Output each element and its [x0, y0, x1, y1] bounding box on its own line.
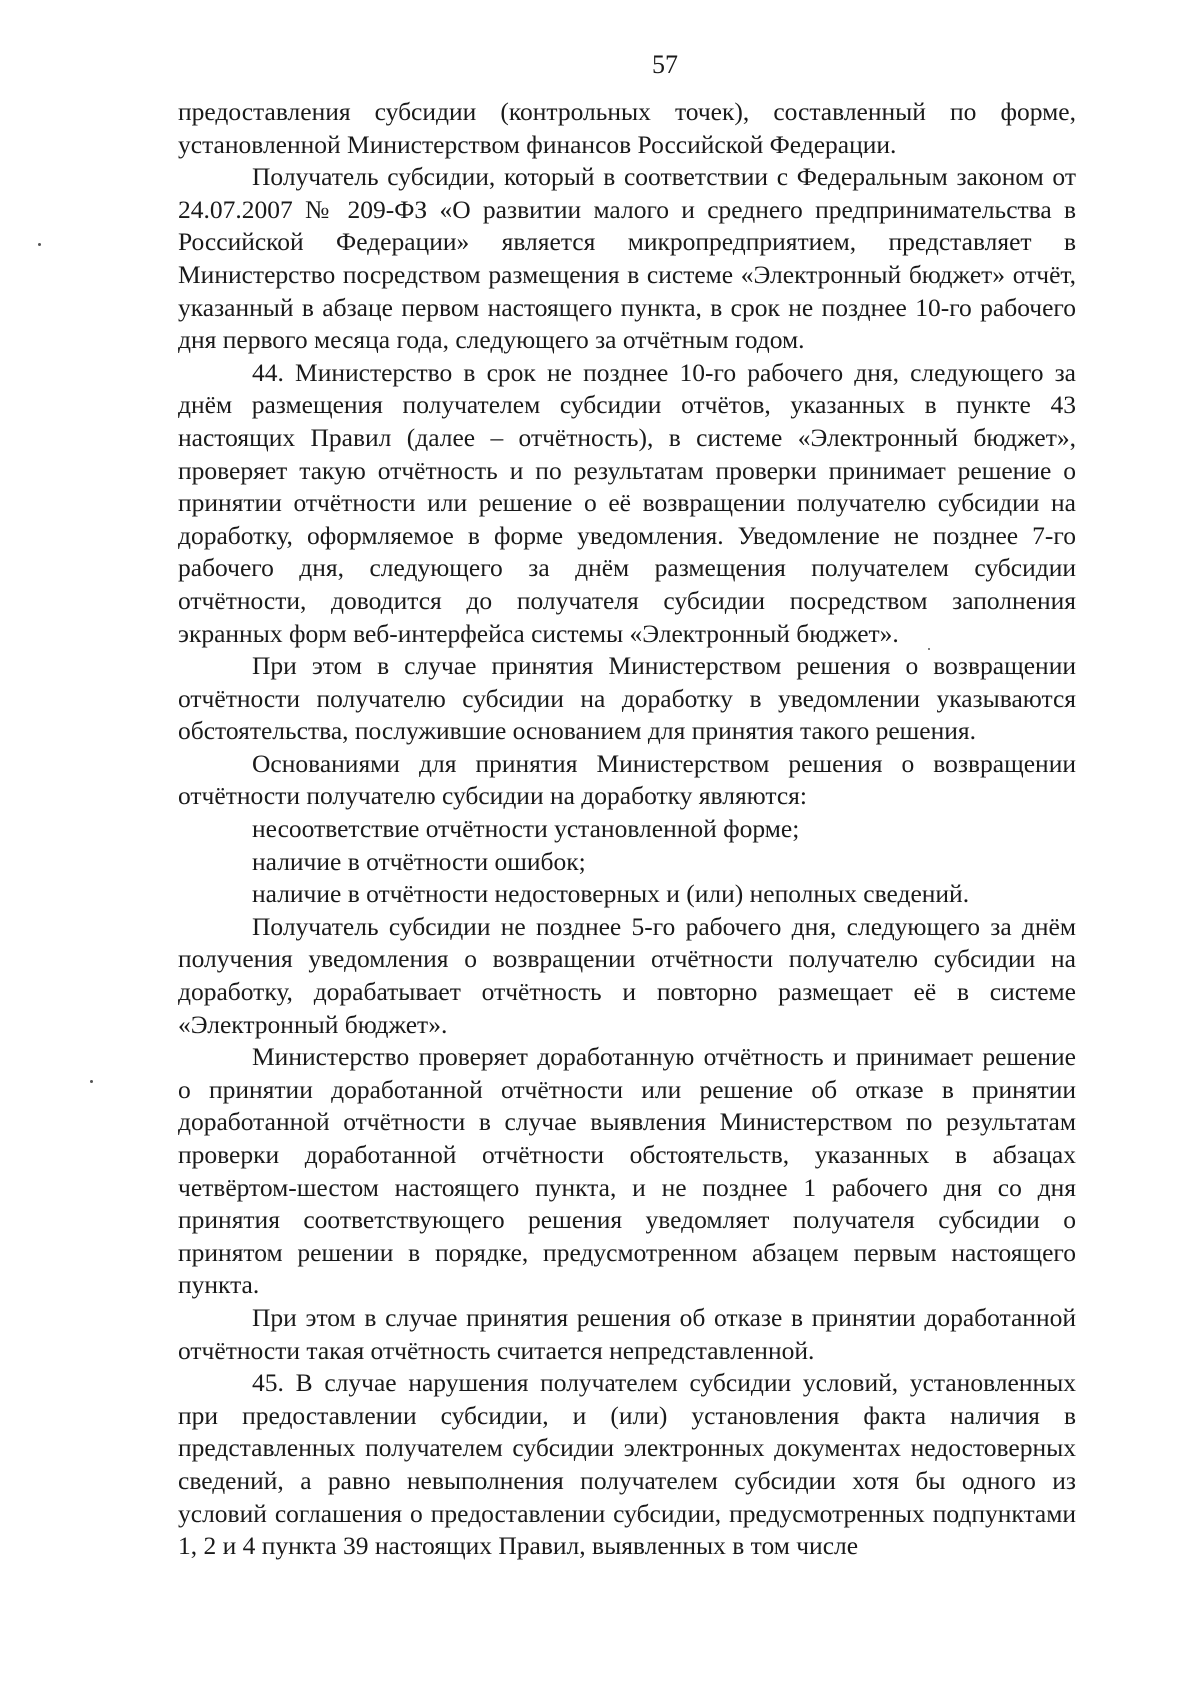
scan-speck	[928, 648, 930, 650]
paragraph-refusal-consequence: При этом в случае принятия решения об отказе в принятии доработанной отчётности такая отчётность считается непредставленной.	[178, 1302, 1076, 1365]
scan-speck	[90, 1080, 93, 1083]
paragraph-microenterprise-report: Получатель субсидии, который в соответствии с Федеральным законом от 24.07.2007 № 209-ФЗ «О развитии малого и среднего предпринимательства в Российской Федерации» является микропредприятием, представляет в Министерство посредством размещения в системе «Электронный бюджет» отчёт, указанный в абзаце первом настоящего пункта, в срок не позднее 10-го рабочего дня первого месяца года, следующего за отчётным годом.	[178, 162, 1076, 355]
paragraph-recipient-revision: Получатель субсидии не позднее 5-го рабочего дня, следующего за днём получения уведомления о возвращении отчётности получателю субсидии на доработку, дорабатывает отчётность и повторно размещает её в системе «Электронный бюджет».	[178, 911, 1076, 1039]
scan-speck	[38, 243, 41, 246]
paragraph-return-circumstances: При этом в случае принятия Министерством решения о возвращении отчётности получателю субсидии на доработку в уведомлении указываются обстоятельства, послужившие основанием для принятия такого решения.	[178, 651, 1076, 746]
paragraph-continuation: предоставления субсидии (контрольных точек), составленный по форме, установленной Министерством финансов Российской Федерации.	[178, 97, 1076, 159]
paragraph-return-grounds: Основаниями для принятия Министерством решения о возвращении отчётности получателю субсидии на доработку являются:	[178, 748, 1076, 811]
paragraph-ground-form-mismatch: несоответствие отчётности установленной форме;	[252, 814, 800, 844]
paragraph-item-45: 45. В случае нарушения получателем субсидии условий, установленных при предоставлении субсидии, и (или) установления факта наличия в представленных получателем субсидии электронных документах недостоверных сведений, а равно невыполнения получателем субсидии хотя бы одного из условий соглашения о предоставлении субсидии, предусмотренных подпунктами 1, 2 и 4 пункта 39 настоящих Правил, выявленных в том числе	[178, 1368, 1076, 1561]
paragraph-ground-unreliable-data: наличие в отчётности недостоверных и (или) неполных сведений.	[252, 879, 970, 909]
paragraph-item-44: 44. Министерство в срок не позднее 10-го рабочего дня, следующего за днём размещения получателем субсидии отчётов, указанных в пункте 43 настоящих Правил (далее – отчётность), в системе «Электронный бюджет», проверяет такую отчётность и по результатам проверки принимает решение о принятии отчётности или решение о её возвращении получателю субсидии на доработку, оформляемое в форме уведомления. Уведомление не позднее 7-го рабочего дня, следующего за днём размещения получателем субсидии отчётности, доводится до получателя субсидии посредством заполнения экранных форм веб-интерфейса системы «Электронный бюджет».	[178, 357, 1076, 648]
body-text	[178, 96, 1076, 1563]
paragraph-ground-errors: наличие в отчётности ошибок;	[252, 846, 586, 876]
page-number: 57	[652, 50, 678, 79]
paragraph-ministry-recheck: Министерство проверяет доработанную отчётность и принимает решение о принятии доработанной отчётности или решение об отказе в принятии доработанной отчётности в случае выявления Министерством по результатам проверки доработанной отчётности обстоятельств, указанных в абзацах четвёртом-шестом настоящего пункта, и не позднее 1 рабочего дня со дня принятия соответствующего решения уведомляет получателя субсидии о принятом решении в порядке, предусмотренном абзацем первым настоящего пункта.	[178, 1042, 1076, 1300]
